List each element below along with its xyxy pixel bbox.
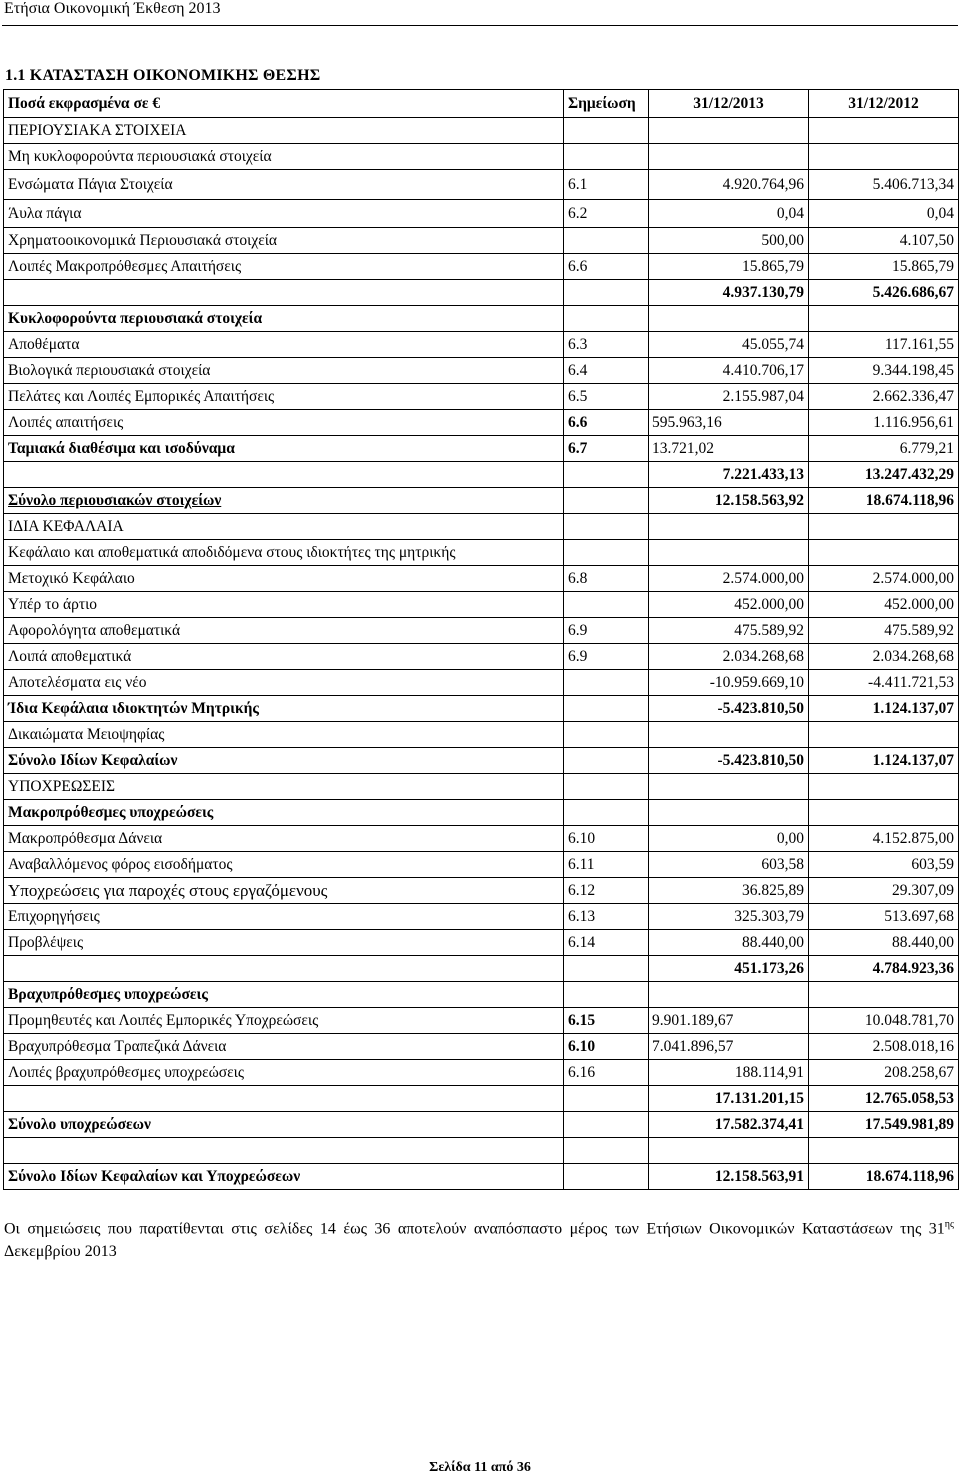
row-value-2013: 475.589,92 — [649, 618, 809, 644]
table-row — [4, 878, 959, 904]
row-value-2013: 188.114,91 — [649, 1060, 809, 1086]
row-value-2012 — [809, 722, 959, 748]
table-row — [4, 722, 959, 748]
row-value-2013 — [649, 774, 809, 800]
row-value-2013: 2.155.987,04 — [649, 384, 809, 410]
table-row — [4, 410, 959, 436]
row-value-2013: 12.158.563,91 — [649, 1164, 809, 1190]
table-row — [4, 540, 959, 566]
running-header: Ετήσια Οικονομική Έκθεση 2013 — [4, 0, 221, 17]
row-value-2012: 208.258,67 — [809, 1060, 959, 1086]
row-note: 6.8 — [564, 566, 649, 592]
row-label — [4, 956, 564, 982]
row-value-2012: 6.779,21 — [809, 436, 959, 462]
row-label: Ίδια Κεφάλαια ιδιοκτητών Μητρικής — [4, 696, 564, 722]
row-label: Λοιπές απαιτήσεις — [4, 410, 564, 436]
row-note — [564, 118, 649, 144]
row-value-2012: 88.440,00 — [809, 930, 959, 956]
row-note — [564, 514, 649, 540]
row-label: Βραχυπρόθεσμες υποχρεώσεις — [4, 982, 564, 1008]
table-row — [4, 800, 959, 826]
row-label: Σύνολο περιουσιακών στοιχείων — [4, 488, 564, 514]
row-label: Υποχρεώσεις για παροχές στους εργαζόμενους — [4, 878, 564, 904]
row-value-2012 — [809, 144, 959, 170]
row-value-2013: 17.582.374,41 — [649, 1112, 809, 1138]
row-value-2012: 12.765.058,53 — [809, 1086, 959, 1112]
table-row — [4, 436, 959, 462]
table-row — [4, 488, 959, 514]
table-header-row — [4, 90, 959, 118]
table-row — [4, 852, 959, 878]
row-value-2012: 452.000,00 — [809, 592, 959, 618]
row-note: 6.16 — [564, 1060, 649, 1086]
row-value-2013: 452.000,00 — [649, 592, 809, 618]
table-row — [4, 644, 959, 670]
row-note: 6.10 — [564, 826, 649, 852]
row-value-2013: 15.865,79 — [649, 254, 809, 280]
table-row — [4, 956, 959, 982]
row-value-2012: 4.107,50 — [809, 228, 959, 254]
row-note — [564, 488, 649, 514]
table-row — [4, 144, 959, 170]
table-row — [4, 982, 959, 1008]
row-value-2013 — [649, 306, 809, 332]
section-title: 1.1 ΚΑΤΑΣΤΑΣΗ ΟΙΚΟΝΟΜΙΚΗΣ ΘΕΣΗΣ — [5, 67, 321, 84]
table-row — [4, 1164, 959, 1190]
row-note: 6.15 — [564, 1008, 649, 1034]
header-divider — [2, 25, 958, 26]
row-value-2012 — [809, 514, 959, 540]
row-label: Λοιπά αποθεματικά — [4, 644, 564, 670]
table-row — [4, 930, 959, 956]
row-value-2012: -4.411.721,53 — [809, 670, 959, 696]
notes-footnote — [4, 1213, 954, 1263]
col-header-amounts: Ποσά εκφρασμένα σε € — [4, 90, 564, 118]
row-label: Αποτελέσματα εις νέο — [4, 670, 564, 696]
row-note: 6.2 — [564, 200, 649, 228]
row-value-2012: 5.426.686,67 — [809, 280, 959, 306]
row-label — [4, 280, 564, 306]
table-row — [4, 592, 959, 618]
row-label: ΙΔΙΑ ΚΕΦΑΛΑΙΑ — [4, 514, 564, 540]
row-value-2013: 595.963,16 — [649, 410, 809, 436]
row-label: Αναβαλλόμενος φόρος εισοδήματος — [4, 852, 564, 878]
row-label — [4, 462, 564, 488]
row-value-2013 — [649, 144, 809, 170]
row-note — [564, 800, 649, 826]
row-value-2013: 0,00 — [649, 826, 809, 852]
row-note: 6.14 — [564, 930, 649, 956]
row-value-2012: 2.574.000,00 — [809, 566, 959, 592]
row-value-2012: 603,59 — [809, 852, 959, 878]
row-value-2012: 10.048.781,70 — [809, 1008, 959, 1034]
row-value-2013 — [649, 722, 809, 748]
footnote-text-end: Δεκεμβρίου 2013 — [4, 1243, 117, 1261]
row-value-2012: 0,04 — [809, 200, 959, 228]
row-label: Κυκλοφορούντα περιουσιακά στοιχεία — [4, 306, 564, 332]
row-note — [564, 1086, 649, 1112]
row-note — [564, 1138, 649, 1164]
footnote-superscript: ης — [944, 1219, 954, 1230]
row-value-2013: 36.825,89 — [649, 878, 809, 904]
row-label: Βραχυπρόθεσμα Τραπεζικά Δάνεια — [4, 1034, 564, 1060]
row-value-2012 — [809, 118, 959, 144]
table-row — [4, 696, 959, 722]
row-value-2013 — [649, 982, 809, 1008]
row-note: 6.10 — [564, 1034, 649, 1060]
row-label: Μετοχικό Κεφάλαιο — [4, 566, 564, 592]
table-row — [4, 254, 959, 280]
row-note: 6.9 — [564, 618, 649, 644]
row-value-2013 — [649, 1138, 809, 1164]
row-note: 6.5 — [564, 384, 649, 410]
row-label: Λοιπές Μακροπρόθεσμες Απαιτήσεις — [4, 254, 564, 280]
row-label: Αφορολόγητα αποθεματικά — [4, 618, 564, 644]
table-row — [4, 826, 959, 852]
row-label: Υπέρ το άρτιο — [4, 592, 564, 618]
row-note — [564, 592, 649, 618]
row-note — [564, 1164, 649, 1190]
row-value-2013: 12.158.563,92 — [649, 488, 809, 514]
row-value-2013: -10.959.669,10 — [649, 670, 809, 696]
row-value-2013: -5.423.810,50 — [649, 748, 809, 774]
table-row — [4, 384, 959, 410]
row-label: Σύνολο Ιδίων Κεφαλαίων και Υποχρεώσεων — [4, 1164, 564, 1190]
row-label: ΥΠΟΧΡΕΩΣΕΙΣ — [4, 774, 564, 800]
row-note — [564, 144, 649, 170]
row-label: ΠΕΡΙΟΥΣΙΑΚΑ ΣΤΟΙΧΕΙΑ — [4, 118, 564, 144]
table-row — [4, 774, 959, 800]
row-label: Προβλέψεις — [4, 930, 564, 956]
row-value-2012: 117.161,55 — [809, 332, 959, 358]
row-value-2012: 4.784.923,36 — [809, 956, 959, 982]
table-row — [4, 1060, 959, 1086]
table-row — [4, 358, 959, 384]
row-value-2012: 17.549.981,89 — [809, 1112, 959, 1138]
row-value-2013: 2.574.000,00 — [649, 566, 809, 592]
row-note — [564, 280, 649, 306]
row-value-2013: 9.901.189,67 — [649, 1008, 809, 1034]
row-label: Πελάτες και Λοιπές Εμπορικές Απαιτήσεις — [4, 384, 564, 410]
row-value-2013: 325.303,79 — [649, 904, 809, 930]
row-value-2013: 4.410.706,17 — [649, 358, 809, 384]
row-value-2012: 475.589,92 — [809, 618, 959, 644]
row-value-2012 — [809, 800, 959, 826]
row-note — [564, 540, 649, 566]
row-label: Μακροπρόθεσμες υποχρεώσεις — [4, 800, 564, 826]
row-label: Μακροπρόθεσμα Δάνεια — [4, 826, 564, 852]
row-note — [564, 722, 649, 748]
row-label: Προμηθευτές και Λοιπές Εμπορικές Υποχρεώσεις — [4, 1008, 564, 1034]
footnote-text: Οι σημειώσεις που παρατίθενται στις σελίδες 14 έως 36 αποτελούν αναπόσπαστο μέρος των Ετήσιων Οικονομικών Καταστάσεων της 31 — [4, 1220, 945, 1238]
row-value-2012 — [809, 306, 959, 332]
table-row — [4, 1034, 959, 1060]
row-note: 6.3 — [564, 332, 649, 358]
table-row — [4, 1138, 959, 1164]
table-row — [4, 1112, 959, 1138]
row-value-2012 — [809, 540, 959, 566]
row-note — [564, 982, 649, 1008]
table-row — [4, 228, 959, 254]
row-note: 6.9 — [564, 644, 649, 670]
row-value-2012: 13.247.432,29 — [809, 462, 959, 488]
table-row — [4, 1086, 959, 1112]
table-row — [4, 200, 959, 228]
row-note — [564, 306, 649, 332]
row-note: 6.6 — [564, 254, 649, 280]
row-label: Λοιπές βραχυπρόθεσμες υποχρεώσεις — [4, 1060, 564, 1086]
row-note: 6.6 — [564, 410, 649, 436]
row-value-2013: 17.131.201,15 — [649, 1086, 809, 1112]
row-note — [564, 748, 649, 774]
row-label: Αποθέματα — [4, 332, 564, 358]
row-label: Ενσώματα Πάγια Στοιχεία — [4, 170, 564, 200]
row-value-2012: 1.124.137,07 — [809, 696, 959, 722]
row-value-2013: 7.041.896,57 — [649, 1034, 809, 1060]
row-note — [564, 774, 649, 800]
row-label: Ταμιακά διαθέσιμα και ισοδύναμα — [4, 436, 564, 462]
col-header-note: Σημείωση — [564, 90, 649, 118]
table-row — [4, 904, 959, 930]
row-value-2013: 2.034.268,68 — [649, 644, 809, 670]
row-value-2013: -5.423.810,50 — [649, 696, 809, 722]
row-value-2013 — [649, 514, 809, 540]
row-note: 6.12 — [564, 878, 649, 904]
row-label — [4, 1138, 564, 1164]
row-value-2013: 4.920.764,96 — [649, 170, 809, 200]
row-note: 6.1 — [564, 170, 649, 200]
table-row — [4, 332, 959, 358]
col-header-2013: 31/12/2013 — [649, 90, 809, 118]
row-value-2013 — [649, 800, 809, 826]
row-value-2013: 7.221.433,13 — [649, 462, 809, 488]
row-value-2013 — [649, 540, 809, 566]
row-value-2012: 2.662.336,47 — [809, 384, 959, 410]
row-value-2012: 4.152.875,00 — [809, 826, 959, 852]
row-label: Κεφάλαιο και αποθεματικά αποδιδόμενα στους ιδιοκτήτες της μητρικής — [4, 540, 564, 566]
row-value-2013 — [649, 118, 809, 144]
row-value-2012: 18.674.118,96 — [809, 488, 959, 514]
row-value-2013: 0,04 — [649, 200, 809, 228]
row-note — [564, 228, 649, 254]
table-row — [4, 748, 959, 774]
row-note: 6.7 — [564, 436, 649, 462]
row-value-2012: 1.116.956,61 — [809, 410, 959, 436]
row-value-2012 — [809, 1138, 959, 1164]
table-row — [4, 514, 959, 540]
table-row — [4, 118, 959, 144]
table-row — [4, 280, 959, 306]
row-value-2012 — [809, 982, 959, 1008]
row-note — [564, 462, 649, 488]
row-note — [564, 1112, 649, 1138]
row-value-2013: 88.440,00 — [649, 930, 809, 956]
row-label: Σύνολο υποχρεώσεων — [4, 1112, 564, 1138]
row-value-2012: 18.674.118,96 — [809, 1164, 959, 1190]
row-value-2013: 500,00 — [649, 228, 809, 254]
row-label: Μη κυκλοφορούντα περιουσιακά στοιχεία — [4, 144, 564, 170]
row-value-2012: 29.307,09 — [809, 878, 959, 904]
table-row — [4, 1008, 959, 1034]
row-label: Δικαιώματα Μειοψηφίας — [4, 722, 564, 748]
table-row — [4, 670, 959, 696]
row-note: 6.11 — [564, 852, 649, 878]
row-label: Επιχορηγήσεις — [4, 904, 564, 930]
row-value-2013: 13.721,02 — [649, 436, 809, 462]
row-label: Σύνολο Ιδίων Κεφαλαίων — [4, 748, 564, 774]
row-note — [564, 670, 649, 696]
row-value-2012: 9.344.198,45 — [809, 358, 959, 384]
row-value-2012: 5.406.713,34 — [809, 170, 959, 200]
table-row — [4, 618, 959, 644]
row-value-2012: 1.124.137,07 — [809, 748, 959, 774]
row-label: Βιολογικά περιουσιακά στοιχεία — [4, 358, 564, 384]
row-label: Άυλα πάγια — [4, 200, 564, 228]
row-label: Χρηματοοικονομικά Περιουσιακά στοιχεία — [4, 228, 564, 254]
row-value-2012 — [809, 774, 959, 800]
row-value-2012: 2.034.268,68 — [809, 644, 959, 670]
row-value-2013: 4.937.130,79 — [649, 280, 809, 306]
table-row — [4, 462, 959, 488]
row-value-2012: 513.697,68 — [809, 904, 959, 930]
col-header-2012: 31/12/2012 — [809, 90, 959, 118]
row-note: 6.4 — [564, 358, 649, 384]
page-number: Σελίδα 11 από 36 — [429, 1460, 531, 1475]
row-value-2012: 2.508.018,16 — [809, 1034, 959, 1060]
row-note — [564, 956, 649, 982]
row-value-2012: 15.865,79 — [809, 254, 959, 280]
row-label — [4, 1086, 564, 1112]
row-value-2013: 603,58 — [649, 852, 809, 878]
table-row — [4, 170, 959, 200]
row-note: 6.13 — [564, 904, 649, 930]
row-note — [564, 696, 649, 722]
row-value-2013: 45.055,74 — [649, 332, 809, 358]
row-value-2013: 451.173,26 — [649, 956, 809, 982]
table-row — [4, 306, 959, 332]
table-row — [4, 566, 959, 592]
financial-position-table — [3, 89, 959, 1190]
